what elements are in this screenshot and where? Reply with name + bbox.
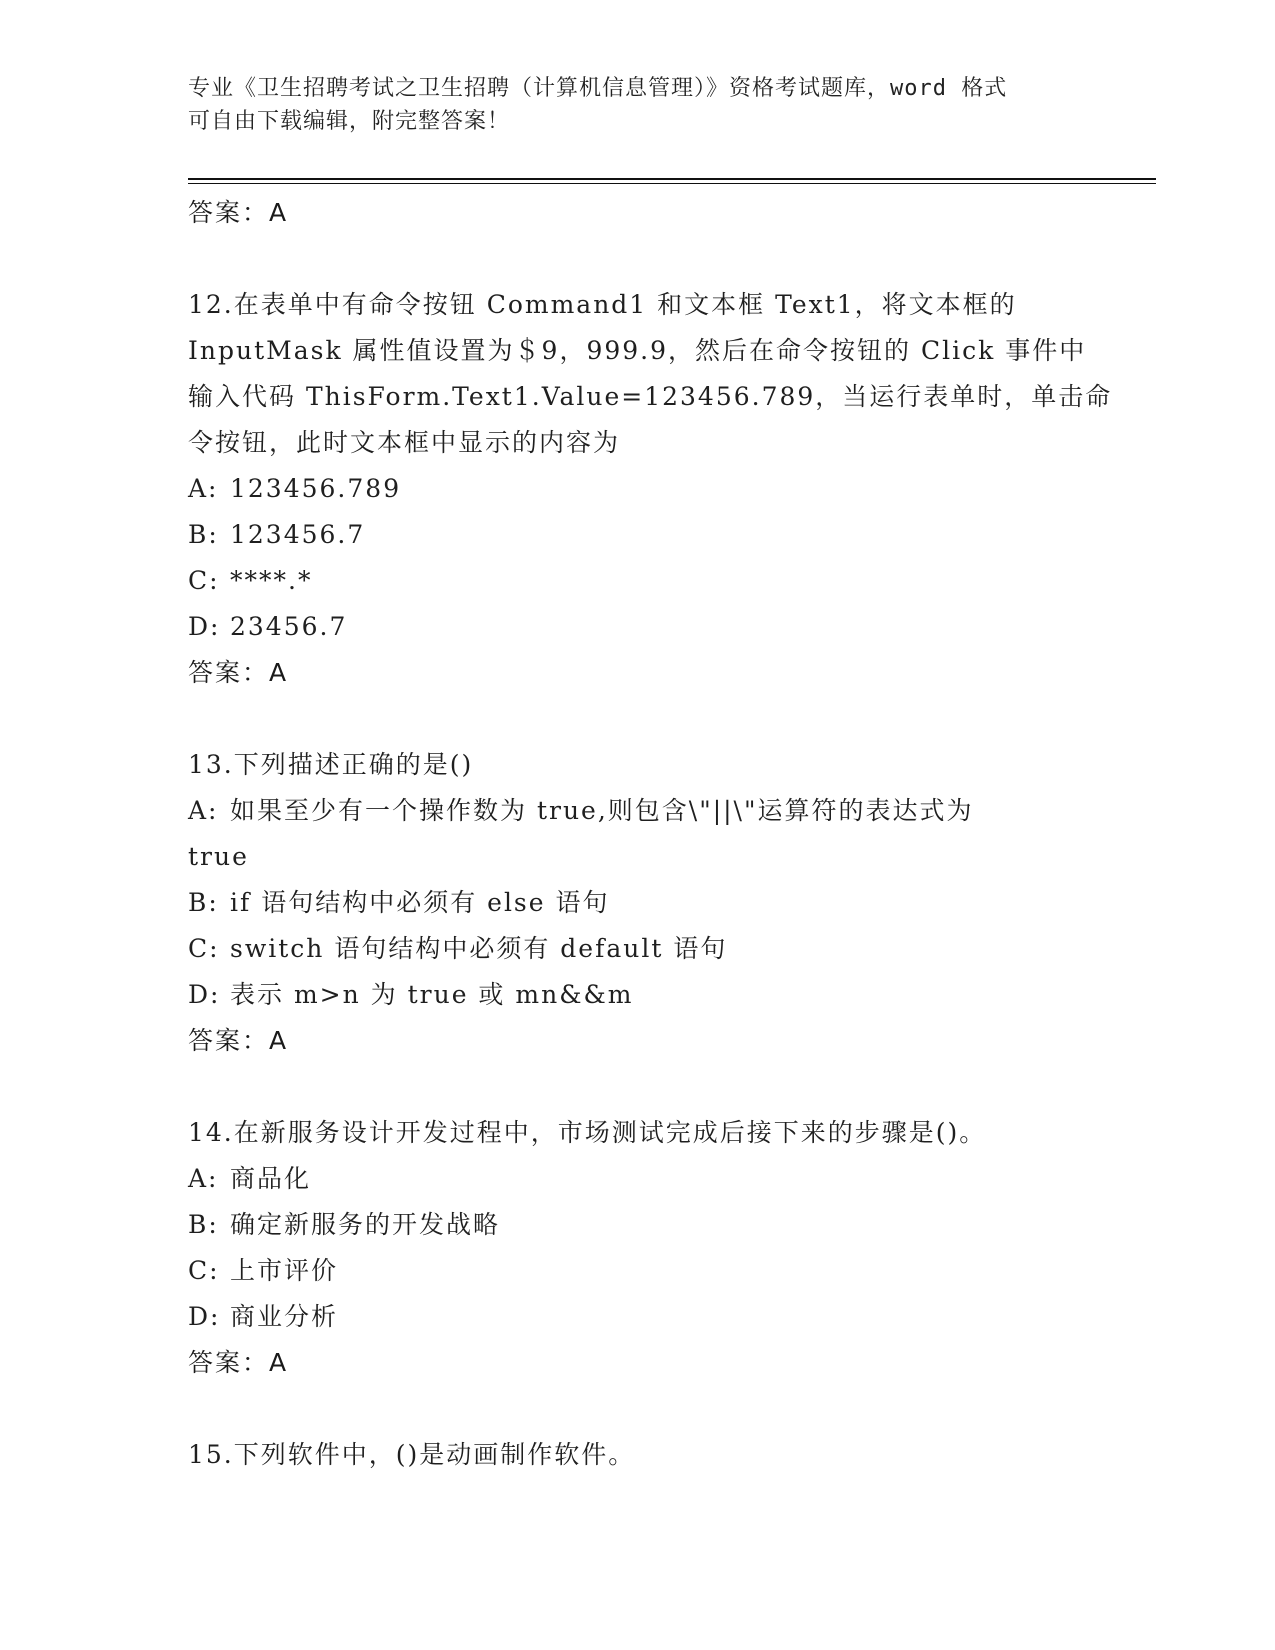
option-a: [188, 466, 1088, 512]
option-letter: B:: [188, 888, 219, 917]
answer-line: 答案：A: [188, 658, 289, 687]
question-14: [188, 1110, 1088, 1386]
option-text: 确定新服务的开发战略: [230, 1210, 501, 1239]
option-text: 23456.7: [230, 612, 348, 641]
option-d: [188, 604, 1088, 650]
question-stem-line: 令按钮，此时文本框中显示的内容为: [188, 428, 621, 457]
option-text: if 语句结构中必须有 else 语句: [230, 888, 610, 917]
option-text: 如果至少有一个操作数为 true,则包含\"||\"运算符的表达式为: [230, 796, 974, 825]
header-line-1: 专业《卫生招聘考试之卫生招聘（计算机信息管理）》资格考试题库，word 格式: [188, 76, 1008, 101]
option-letter: C:: [188, 934, 220, 963]
option-b: [188, 1202, 1088, 1248]
option-text: 123456.7: [230, 520, 366, 549]
option-text: switch 语句结构中必须有 default 语句: [230, 934, 728, 963]
option-c: [188, 926, 1088, 972]
document-header: [188, 72, 1088, 138]
option-a: [188, 788, 1088, 834]
question-12: [188, 282, 1113, 696]
answer-line: 答案：A: [188, 1026, 289, 1055]
header-line-2: 可自由下载编辑，附完整答案！: [188, 109, 511, 134]
option-text: 表示 m>n 为 true 或 mn&&m: [230, 980, 634, 1009]
option-c: [188, 558, 1088, 604]
question-stem-line: 13.下列描述正确的是(): [188, 750, 474, 779]
spacer: [188, 1386, 1088, 1432]
question-stem-line: 15.下列软件中，()是动画制作软件。: [188, 1440, 636, 1469]
option-letter: D:: [188, 980, 221, 1009]
option-letter: B:: [188, 1210, 219, 1239]
answer-line: 答案：A: [188, 1348, 289, 1377]
question-list: [188, 190, 1113, 1478]
question-stem-line: 14.在新服务设计开发过程中，市场测试完成后接下来的步骤是()。: [188, 1118, 987, 1147]
option-a-continued: [188, 834, 1088, 880]
question-stem-line: InputMask 属性值设置为＄9，999.9，然后在命令按钮的 Click 事件中: [188, 336, 1087, 365]
option-d: [188, 1294, 1088, 1340]
option-letter: A:: [188, 796, 219, 825]
option-text: 上市评价: [230, 1256, 339, 1285]
option-text: 商业分析: [230, 1302, 339, 1331]
option-letter: C:: [188, 1256, 220, 1285]
option-letter: A:: [188, 474, 219, 503]
option-letter: C:: [188, 566, 220, 595]
option-d: [188, 972, 1088, 1018]
option-text: 商品化: [230, 1164, 312, 1193]
option-letter: D:: [188, 1302, 221, 1331]
option-letter: D:: [188, 612, 221, 641]
question-stem-line: 输入代码 ThisForm.Text1.Value=123456.789，当运行表单时，单击命: [188, 382, 1113, 411]
spacer: [188, 1064, 1088, 1110]
option-a: [188, 1156, 1088, 1202]
option-text: ****.*: [230, 566, 313, 595]
previous-answer: 答案：A: [188, 198, 289, 227]
option-letter: A:: [188, 1164, 219, 1193]
question-15: [188, 1432, 1088, 1478]
option-letter: B:: [188, 520, 219, 549]
spacer: [188, 696, 1088, 742]
spacer: [188, 236, 1088, 282]
question-13: [188, 742, 1088, 1064]
option-text: true: [188, 842, 249, 871]
header-rule-thin: [188, 183, 1156, 184]
option-b: [188, 880, 1088, 926]
option-c: [188, 1248, 1088, 1294]
option-text: 123456.789: [230, 474, 402, 503]
option-b: [188, 512, 1088, 558]
header-rule-thick: [188, 178, 1156, 180]
question-stem-line: 12.在表单中有命令按钮 Command1 和文本框 Text1，将文本框的: [188, 290, 1017, 319]
